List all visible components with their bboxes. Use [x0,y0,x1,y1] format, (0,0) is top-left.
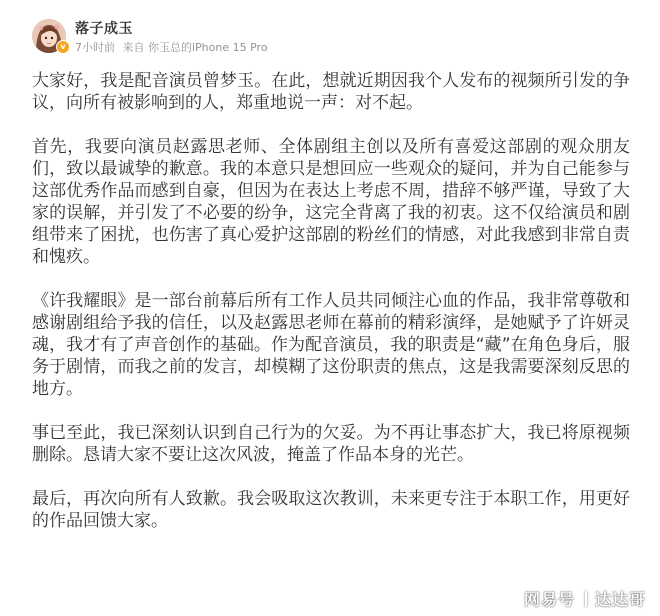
post-paragraph-1: 大家好，我是配音演员曾梦玉。在此，想就近期因我个人发布的视频所引发的争议，向所有被影响到的人，郑重地说一声：对不起。 [32,71,630,113]
post-subline [75,41,272,55]
author-name[interactable]: 落子成玉 [75,21,133,37]
post-source: 来自 你玉总的iPhone 15 Pro [122,41,268,54]
post-paragraph-4: 事已至此，我已深刻认识到自己行为的欠妥。为不再让事态扩大，我已将原视频删除。恳请大家不要让这次风波，掩盖了作品本身的光芒。 [32,423,630,465]
post-paragraph-5: 最后，再次向所有人致歉。我会吸取这次教训，未来更专注于本职工作，用更好的作品回馈大家。 [32,489,630,531]
watermark-platform: 网易号 [523,590,575,609]
post-paragraph-2: 首先，我要向演员赵露思老师、全体剧组主创以及所有喜爱这部剧的观众朋友们，致以最诚挚的歉意。我的本意只是想回应一些观众的疑问，并为自己能参与这部优秀作品而感到自豪，但因为在表达上考虑不周，措辞不够严谨，导致了大家的误解，并引发了不必要的纷争，这完全背离了我的初衷。这不仅给演员和剧组带来了困扰，也伤害了真心爱护这部剧的粉丝们的情感，对此我感到非常自责和愧疚。 [32,137,630,267]
post-paragraph-3: 《许我耀眼》是一部台前幕后所有工作人员共同倾注心血的作品，我非常尊敬和感谢剧组给予我的信任，以及赵露思老师在幕前的精彩演绎，是她赋予了许妍灵魂，我才有了声音创作的基础。作为配音演员，我的职责是“藏”在角色身后，服务于剧情，而我之前的发言，却模糊了这份职责的焦点，这是我需要深刻反思的地方。 [32,291,630,399]
verified-badge-icon: v [56,40,70,54]
watermark-divider [585,591,587,607]
post-content [32,70,630,554]
post-meta [75,20,272,55]
post-time[interactable]: 7小时前 [75,41,115,54]
watermark-account: 达达哥 [594,590,646,609]
watermark [522,587,646,610]
